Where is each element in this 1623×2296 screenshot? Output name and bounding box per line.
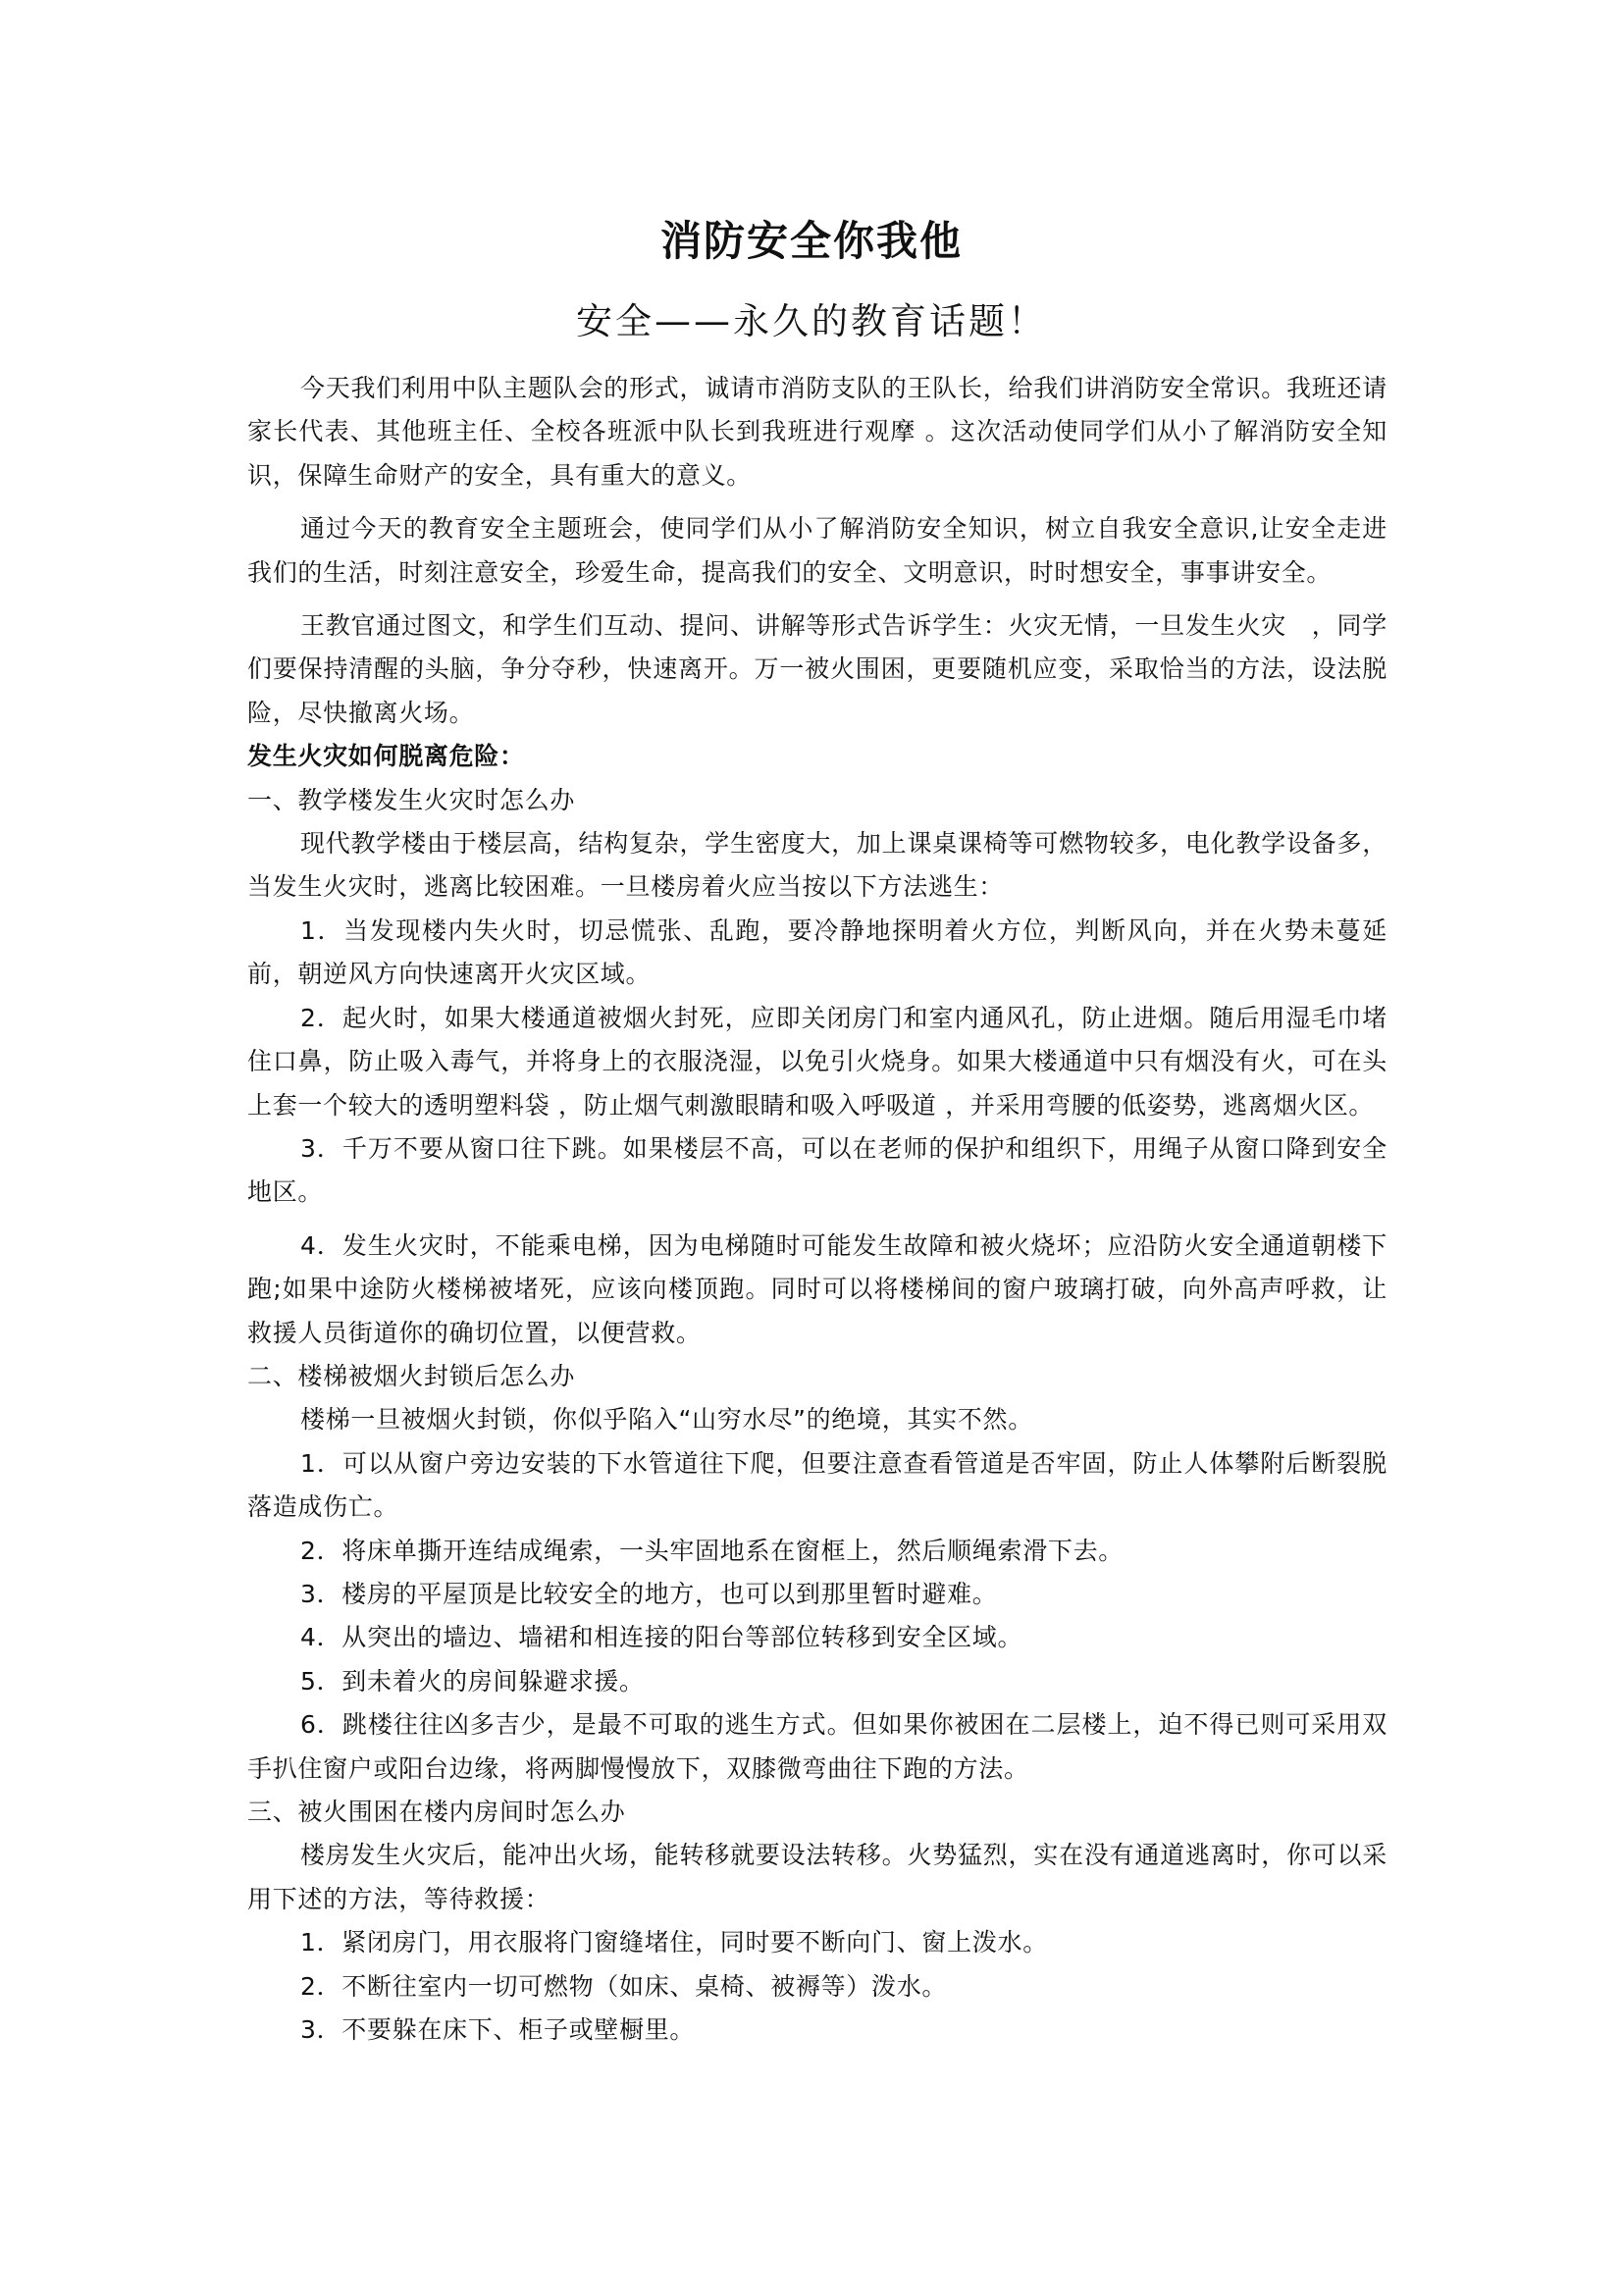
- list-item: 4．发生火灾时，不能乘电梯，因为电梯随时可能发生故障和被火烧坏；应沿防火安全通道朝楼下跑;如果中途防火楼梯被堵死，应该向楼顶跑。同时可以将楼梯间的窗户玻璃打破，向外高声呼救，让救援人员街道你的确切位置，以便营救。: [247, 1230, 1387, 1347]
- intro-paragraph: 王教官通过图文，和学生们互动、提问、讲解等形式告诉学生：火灾无情，一旦发生火灾 ，同学们要保持清醒的头脑，争分夺秒，快速离开。万一被火围困，更要随机应变，采取恰当的方法，设法脱险，尽快撤离火场。: [247, 611, 1387, 727]
- section-intro: 楼梯一旦被烟火封锁，你似乎陷入“山穷水尽”的绝境，其实不然。: [300, 1405, 1033, 1435]
- list-item: 6．跳楼往往凶多吉少，是最不可取的逃生方式。但如果你被困在二层楼上，迫不得已则可采用双手扒住窗户或阳台边缘，将两脚慢慢放下，双膝微弯曲往下跑的方法。: [247, 1710, 1387, 1783]
- list-item: 1．紧闭房门，用衣服将门窗缝堵住，同时要不断向门、窗上泼水。: [300, 1928, 1048, 1957]
- list-item: 3．千万不要从窗口往下跳。如果楼层不高，可以在老师的保护和组织下，用绳子从窗口降到安全地区。: [247, 1133, 1387, 1207]
- document-subtitle: 安全——永久的教育话题！: [576, 300, 1047, 342]
- intro-paragraph: 通过今天的教育安全主题班会，使同学们从小了解消防安全知识，树立自我安全意识,让安全走进我们的生活，时刻注意安全，珍爱生命，提高我们的安全、文明意识，时时想安全，事事讲安全。: [247, 514, 1387, 587]
- document-title: 消防安全你我他: [659, 217, 963, 265]
- list-item: 2．将床单撕开连结成绳索，一头牢固地系在窗框上，然后顺绳索滑下去。: [300, 1536, 1125, 1565]
- list-item: 5．到未着火的房间躲避求援。: [300, 1666, 645, 1696]
- list-item: 4．从突出的墙边、墙裙和相连接的阳台等部位转移到安全区域。: [300, 1623, 1023, 1652]
- list-item: 2．不断往室内一切可燃物（如床、桌椅、被褥等）泼水。: [300, 1971, 948, 2001]
- list-item: 3．楼房的平屋顶是比较安全的地方，也可以到那里暂时避难。: [300, 1579, 998, 1608]
- section-heading: 二、楼梯被烟火封锁后怎么办: [247, 1361, 576, 1390]
- main-heading: 发生火灾如何脱离危险：: [247, 742, 525, 771]
- document-body: [247, 367, 1387, 2052]
- section-intro: 楼房发生火灾后，能冲出火场，能转移就要设法转移。火势猛烈，实在没有通道逃离时，你可以采用下述的方法，等待救援：: [247, 1841, 1387, 1913]
- list-item: 2．起火时，如果大楼通道被烟火封死，应即关闭房门和室内通风孔，防止进烟。随后用湿毛巾堵住口鼻，防止吸入毒气，并将身上的衣服浇湿，以免引火烧身。如果大楼通道中只有烟没有火，可在头上套一个较大的透明塑料袋 ，防止烟气刺激眼睛和吸入呼吸道 ，并采用弯腰的低姿势，逃离烟火区。: [247, 1003, 1387, 1120]
- list-item: 1．可以从窗户旁边安装的下水管道往下爬，但要注意查看管道是否牢固，防止人体攀附后断裂脱落造成伤亡。: [247, 1448, 1387, 1522]
- section-heading: 三、被火围困在楼内房间时怎么办: [247, 1798, 626, 1826]
- section-heading: 一、教学楼发生火灾时怎么办: [247, 785, 576, 814]
- section-intro: 现代教学楼由于楼层高，结构复杂，学生密度大，加上课桌课椅等可燃物较多，电化教学设备多，当发生火灾时，逃离比较困难。一旦楼房着火应当按以下方法逃生：: [247, 829, 1387, 902]
- list-item: 3．不要躲在床下、柜子或壁橱里。: [300, 2015, 696, 2045]
- list-item: 1．当发现楼内失火时，切忌慌张、乱跑，要冷静地探明着火方位，判断风向，并在火势未蔓延前，朝逆风方向快速离开火灾区域。: [247, 915, 1387, 989]
- intro-paragraph: 今天我们利用中队主题队会的形式，诚请市消防支队的王队长，给我们讲消防安全常识。我班还请家长代表、其他班主任、全校各班派中队长到我班进行观摩 。这次活动使同学们从小了解消防安全知识，保障生命财产的安全，具有重大的意义。: [247, 374, 1387, 490]
